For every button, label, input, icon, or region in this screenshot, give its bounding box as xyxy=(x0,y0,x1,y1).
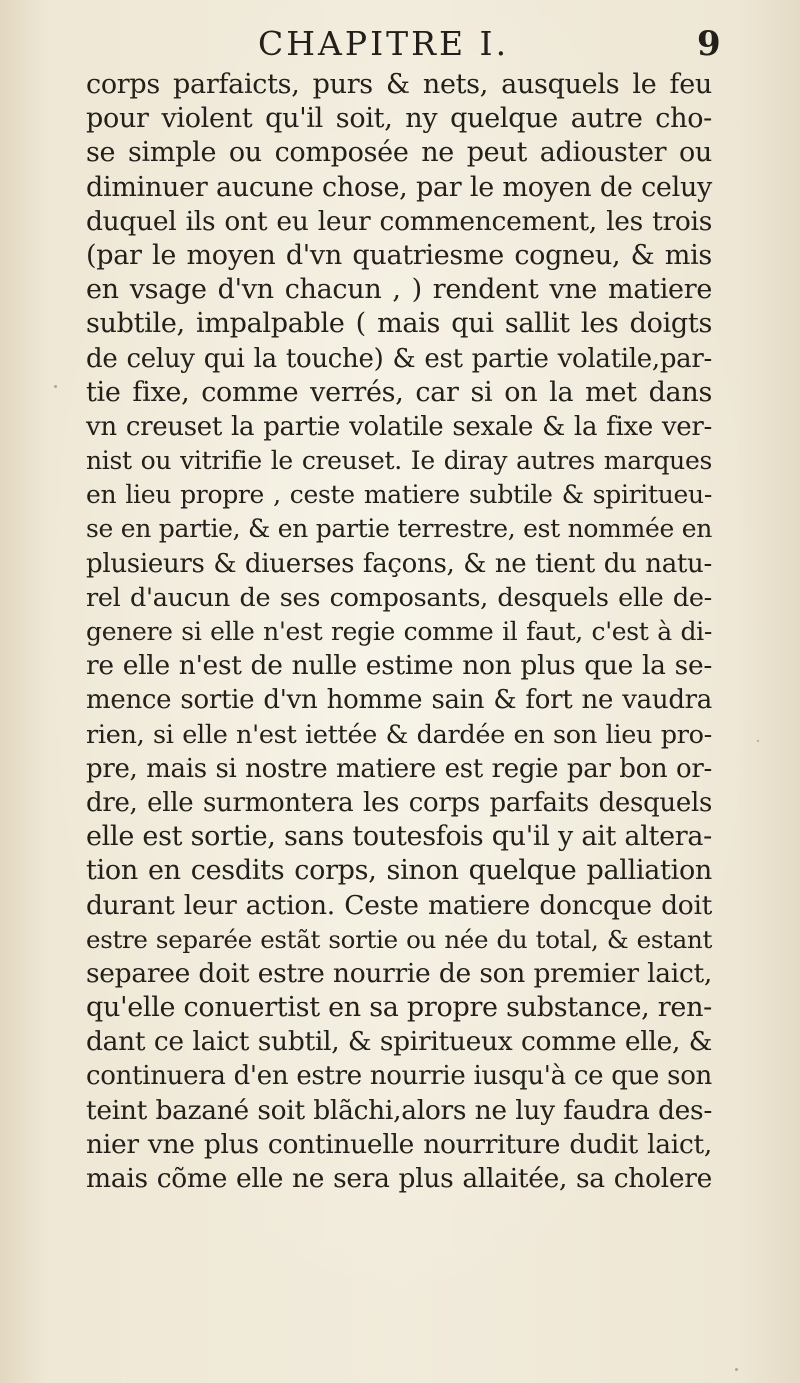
text-line: tion en cesdits corps, sinon quelque palliation xyxy=(86,855,712,887)
text-line: rien, si elle n'est iettée & dardée en son lieu pro- xyxy=(86,719,712,750)
text-line: teint bazané soit blãchi,alors ne luy faudra des- xyxy=(86,1094,712,1126)
paper-speck xyxy=(54,385,57,388)
paper-speck xyxy=(735,1368,738,1371)
text-line: se en partie, & en partie terrestre, est nommée en xyxy=(86,514,712,544)
text-line: en lieu propre , ceste matiere subtile & spiritueu- xyxy=(86,480,712,510)
text-line: duquel ils ont eu leur commencement, les trois xyxy=(86,205,712,237)
text-line: genere si elle n'est regie comme il faut, c'est à di- xyxy=(86,617,712,646)
text-line: diminuer aucune chose, par le moyen de celuy xyxy=(86,171,712,203)
chapter-title: CHAPITRE I. xyxy=(258,24,510,63)
text-line: vn creuset la partie volatile sexale & la fixe ver- xyxy=(86,411,712,442)
text-line: pour violent qu'il soit, ny quelque autre cho- xyxy=(86,103,712,135)
text-line: dant ce laict subtil, & spiritueux comme elle, & xyxy=(86,1026,712,1058)
text-line: se simple ou composée ne peut adiouster ou xyxy=(86,137,712,169)
text-line: elle est sortie, sans toutesfois qu'il y ait altera- xyxy=(86,821,712,853)
body-text xyxy=(86,68,712,1196)
page-number: 9 xyxy=(697,24,721,64)
text-line: separee doit estre nourrie de son premier laict, xyxy=(86,957,712,989)
text-line: de celuy qui la touche) & est partie volatile,par- xyxy=(86,343,712,374)
text-line: nier vne plus continuelle nourriture dudit laict, xyxy=(86,1128,712,1160)
text-line: continuera d'en estre nourrie iusqu'à ce que son xyxy=(86,1061,712,1092)
text-line: nist ou vitrifie le creuset. Ie diray autres marques xyxy=(86,446,712,476)
text-line: rel d'aucun de ses composants, desquels elle de- xyxy=(86,582,712,613)
text-line: en vsage d'vn chacun , ) rendent vne matiere xyxy=(86,274,712,306)
text-line: re elle n'est de nulle estime non plus que la se- xyxy=(86,650,712,682)
text-line: dre, elle surmontera les corps parfaits desquels xyxy=(86,787,712,818)
text-line: mais cõme elle ne sera plus allaitée, sa cholere xyxy=(86,1163,712,1194)
text-line: tie fixe, comme verrés, car si on la met dans xyxy=(86,376,712,408)
text-line: pre, mais si nostre matiere est regie par bon or- xyxy=(86,753,712,784)
running-head xyxy=(0,20,800,70)
text-line: corps parfaicts, purs & nets, ausquels le feu xyxy=(86,69,712,100)
text-line: qu'elle conuertist en sa propre substance, ren- xyxy=(86,992,712,1024)
paper-speck xyxy=(757,740,759,742)
text-line: estre separée estãt sortie ou née du total, & estant xyxy=(86,924,712,954)
text-line: subtile, impalpable ( mais qui sallit les doigts xyxy=(86,308,712,340)
text-line: (par le moyen d'vn quatriesme cogneu, & mis xyxy=(86,239,712,271)
text-line: durant leur action. Ceste matiere doncque doit xyxy=(86,889,712,921)
text-line: plusieurs & diuerses façons, & ne tient du natu- xyxy=(86,548,712,579)
text-line: mence sortie d'vn homme sain & fort ne vaudra xyxy=(86,685,712,716)
